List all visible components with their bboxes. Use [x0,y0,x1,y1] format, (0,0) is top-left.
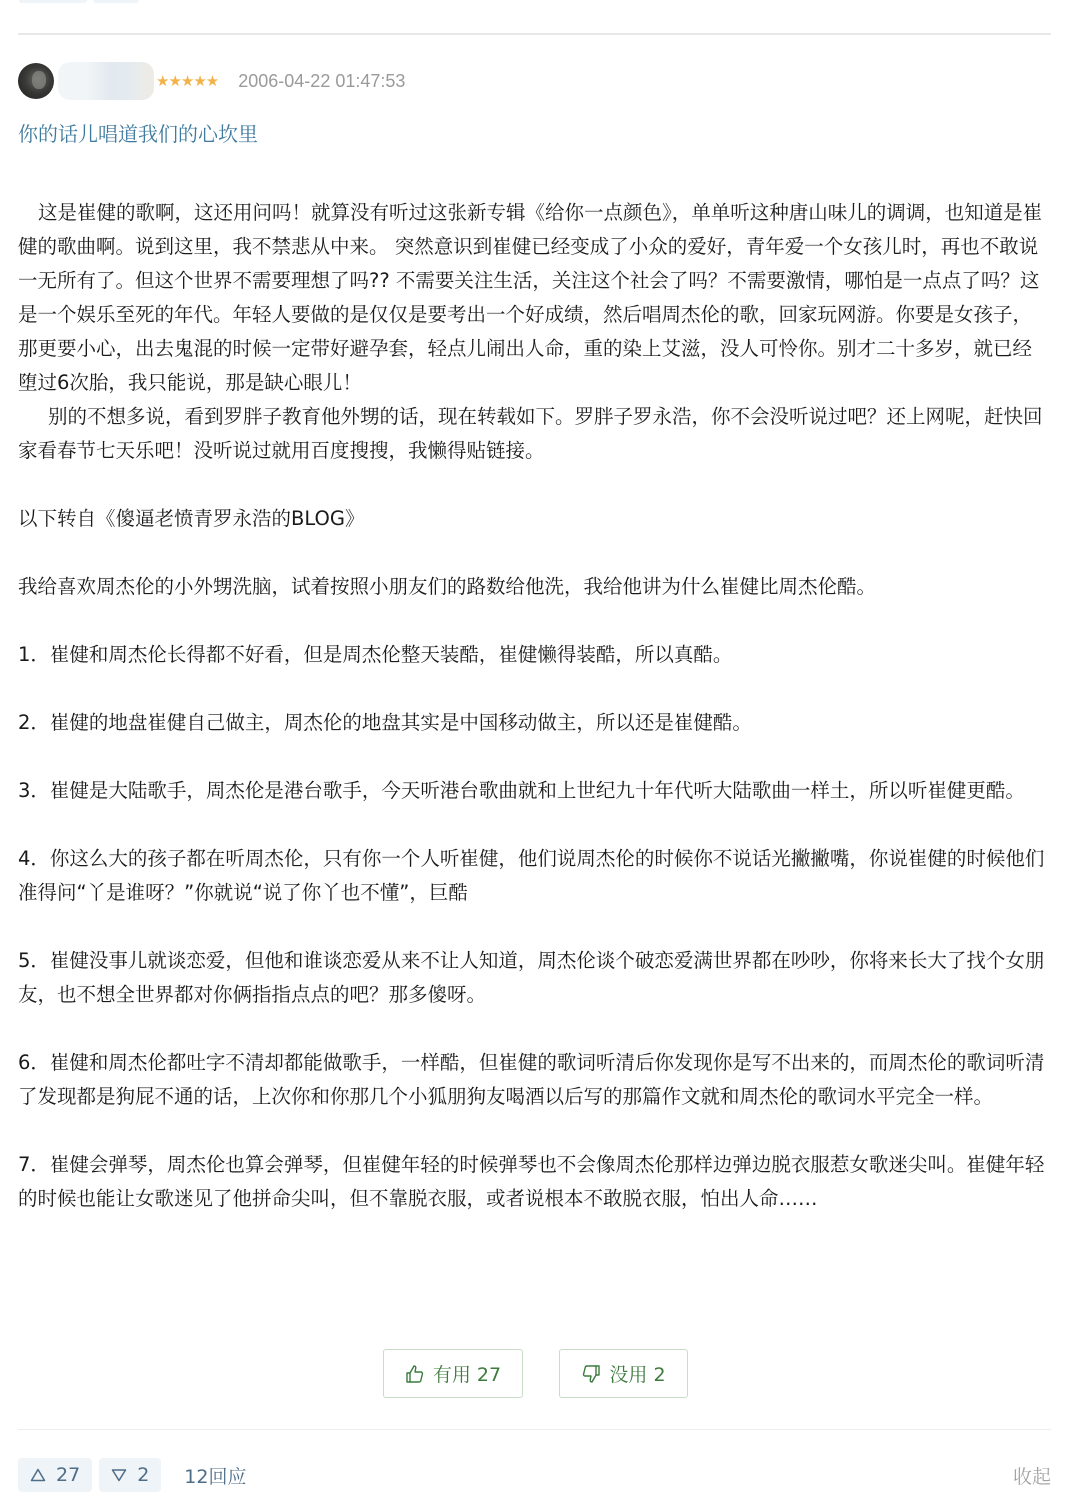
vote-row [0,1349,1079,1398]
list-item: 5．崔健没事儿就谈恋爱，但他和谁谈恋爱从来不让人知道，周杰伦谈个破恋爱满世界都在吵吵，你将来长大了找个女朋友，也不想全世界都对你俩指指点点的吧？那多傻呀。 [18,949,1045,1006]
collapse-link[interactable]: 收起 [1012,1465,1051,1488]
triangle-up-icon [30,1467,46,1483]
useless-label: 没用 2 [609,1364,666,1386]
triangle-down-icon [111,1467,127,1483]
rating-stars: ★★★★★ [156,72,219,90]
useful-label: 有用 27 [432,1364,502,1386]
paragraph: 别的不想多说，看到罗胖子教育他外甥的话，现在转载如下。罗胖子罗永浩，你不会没听说过吧？还上网呢，赶快回家看春节七天乐吧！没听说过就用百度搜搜，我懒得贴链接。 [18,405,1043,462]
paragraph: 以下转自《傻逼老愤青罗永浩的BLOG》 [18,507,365,530]
review-timestamp: 2006-04-22 01:47:53 [238,70,406,91]
review-title[interactable]: 你的话儿唱道我们的心坎里 [18,122,258,146]
replies-link[interactable]: 12回应 [184,1465,247,1488]
upvote-button[interactable] [18,1458,92,1492]
list-item: 2．崔健的地盘崔健自己做主，周杰伦的地盘其实是中国移动做主，所以还是崔健酷。 [18,711,752,734]
review-header [18,62,405,100]
downvote-button[interactable] [99,1458,161,1492]
list-item: 4．你这么大的孩子都在听周杰伦，只有你一个人听崔健，他们说周杰伦的时候你不说话光撇撇嘴，你说崔健的时候他们准得问“丫是谁呀？”你就说“说了你丫也不懂”，巨酷 [18,847,1045,904]
review-body [18,196,1050,1216]
avatar[interactable] [18,63,54,99]
previous-review-tags [19,0,139,3]
thumbs-up-icon [405,1364,425,1384]
previous-tag [19,0,87,3]
review-footer [18,1458,1051,1492]
list-item: 6．崔健和周杰伦都吐字不清却都能做歌手，一样酷，但崔健的歌词听清后你发现你是写不出来的，而周杰伦的歌词听清了发现都是狗屁不通的话，上次你和你那几个小狐朋狗友喝酒以后写的那篇作文就和周杰伦的歌词水平完全一样。 [18,1051,1045,1108]
previous-tag [93,0,139,3]
downvote-count: 2 [137,1464,150,1486]
paragraph: 我给喜欢周杰伦的小外甥洗脑，试着按照小朋友们的路数给他洗，我给他讲为什么崔健比周杰伦酷。 [18,575,877,598]
list-item: 1．崔健和周杰伦长得都不好看，但是周杰伦整天装酷，崔健懒得装酷，所以真酷。 [18,643,733,666]
thumbs-down-icon [581,1364,601,1384]
useful-button[interactable] [383,1349,523,1398]
upvote-count: 27 [56,1464,81,1486]
paragraph: 这是崔健的歌啊，这还用问吗！就算没有听过这张新专辑《给你一点颜色》，单单听这种唐山味儿的调调，也知道是崔健的歌曲啊。说到这里，我不禁悲从中来。 突然意识到崔健已经变成了小众的爱好，青年爱一个女孩儿时，再也不敢说一无所有了。但这个世界不需要理想了吗?? 不需要关注生活，关注这个社会了吗？不需要激情，哪怕是一点点了吗？这是一个娱乐至死的年代。年轻人要做的是仅仅是要考出一个好成绩，然后唱周杰伦的歌，回家玩网游。你要是女孩子，那更要小心，出去鬼混的时候一定带好避孕套，轻点儿闹出人命，重的染上艾滋，没人可怜你。别才二十多岁，就已经堕过6次胎，我只能说，那是缺心眼儿！ [18,201,1043,394]
useless-button[interactable] [559,1349,688,1398]
list-item: 7．崔健会弹琴，周杰伦也算会弹琴，但崔健年轻的时候弹琴也不会像周杰伦那样边弹边脱衣服惹女歌迷尖叫。崔健年轻的时候也能让女歌迷见了他拼命尖叫，但不靠脱衣服，或者说根本不敢脱衣服，怕出人命…… [18,1153,1045,1210]
username-blurred[interactable] [58,62,154,100]
review-divider [18,33,1051,35]
list-item: 3．崔健是大陆歌手，周杰伦是港台歌手，今天听港台歌曲就和上世纪九十年代听大陆歌曲一样土，所以听崔健更酷。 [18,779,1025,802]
footer-divider [18,1429,1051,1430]
